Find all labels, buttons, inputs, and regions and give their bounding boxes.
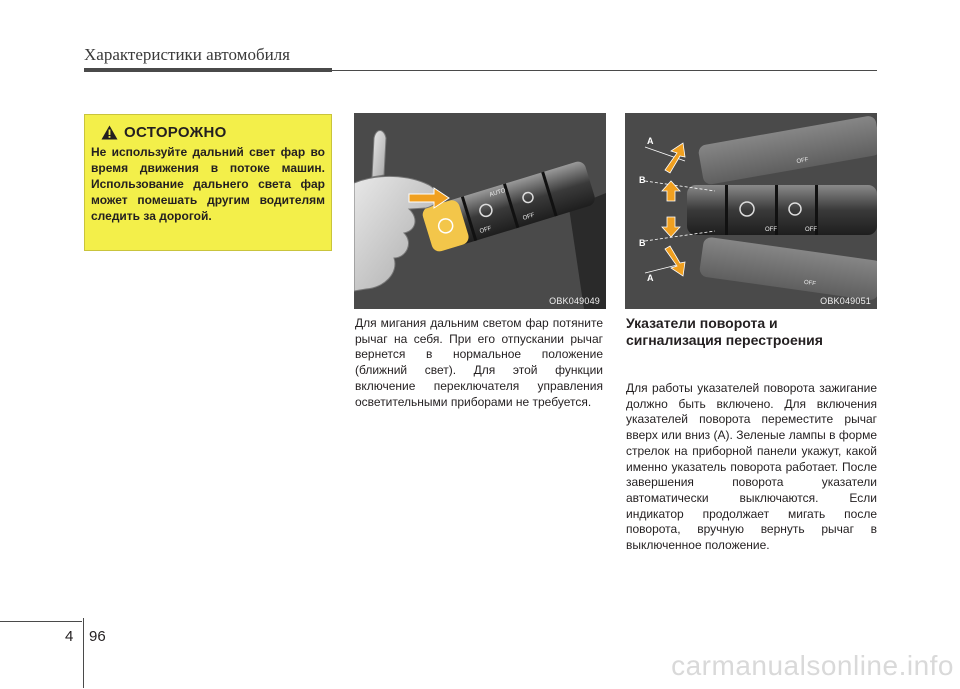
warning-triangle-icon	[101, 125, 118, 140]
figure-flash-high-beam	[354, 113, 606, 309]
stalk-label-off: OFF	[796, 157, 810, 166]
figure-code: OBK049051	[820, 296, 871, 306]
warning-title: ОСТОРОЖНО	[124, 124, 227, 141]
turn-signal-heading: Указатели поворота и сигнализация перестроения	[626, 315, 823, 348]
warning-box	[84, 114, 332, 251]
stalk-label-off: OFF	[522, 212, 536, 222]
figure-label-b: B	[639, 175, 646, 185]
header-rule-thick	[84, 68, 332, 72]
page-number: 96	[89, 628, 106, 645]
stalk-label-off: OFF	[805, 227, 817, 233]
figure-label-b: B	[639, 238, 646, 248]
headlamp-stalk-pull-illustration	[354, 113, 606, 309]
warning-text: Не используйте дальний свет фар во время движения в потоке машин. Использование дальнего света фар может помешать другим водителям следить за дорогой.	[91, 145, 325, 223]
chapter-number: 4	[65, 628, 74, 645]
warning-header	[101, 124, 325, 141]
footer-divider	[83, 618, 84, 688]
turn-signal-paragraph: Для работы указателей поворота зажигание должно быть включено. Для включения указателей поворота переместите рычаг вверх или вниз (A). Зеленые лампы в форме стрелок на приборной панели укажут, какой именно указатель поворота работает. После завершения поворота указатели автоматически выключаются. Если индикатор продолжает мигать после поворота, вручную вернуть рычаг в выключенное положение.	[626, 381, 877, 553]
flash-high-beam-paragraph: Для мигания дальним светом фар потяните рычаг на себя. При его отпускании рычаг вернется в нормальное положение (ближний свет). Для этой функции включение переключателя управления осветительными приборами не требуется.	[355, 316, 603, 409]
watermark: carmanualsonline.info	[671, 650, 954, 681]
figure-turn-signal	[625, 113, 877, 309]
footer-rule	[0, 621, 82, 622]
stalk-label-off: OFF	[479, 225, 493, 235]
stalk-label-off: OFF	[765, 227, 777, 233]
page-header-title: Характеристики автомобиля	[84, 45, 290, 64]
stalk-label-auto: AUTO	[488, 187, 507, 199]
turn-signal-stalk-illustration	[625, 113, 877, 309]
figure-label-a: A	[647, 136, 654, 146]
figure-label-a: A	[647, 273, 654, 283]
figure-code: OBK049049	[549, 296, 600, 306]
stalk-label-off: OFF	[803, 279, 817, 288]
header-rule-thin	[332, 70, 877, 71]
